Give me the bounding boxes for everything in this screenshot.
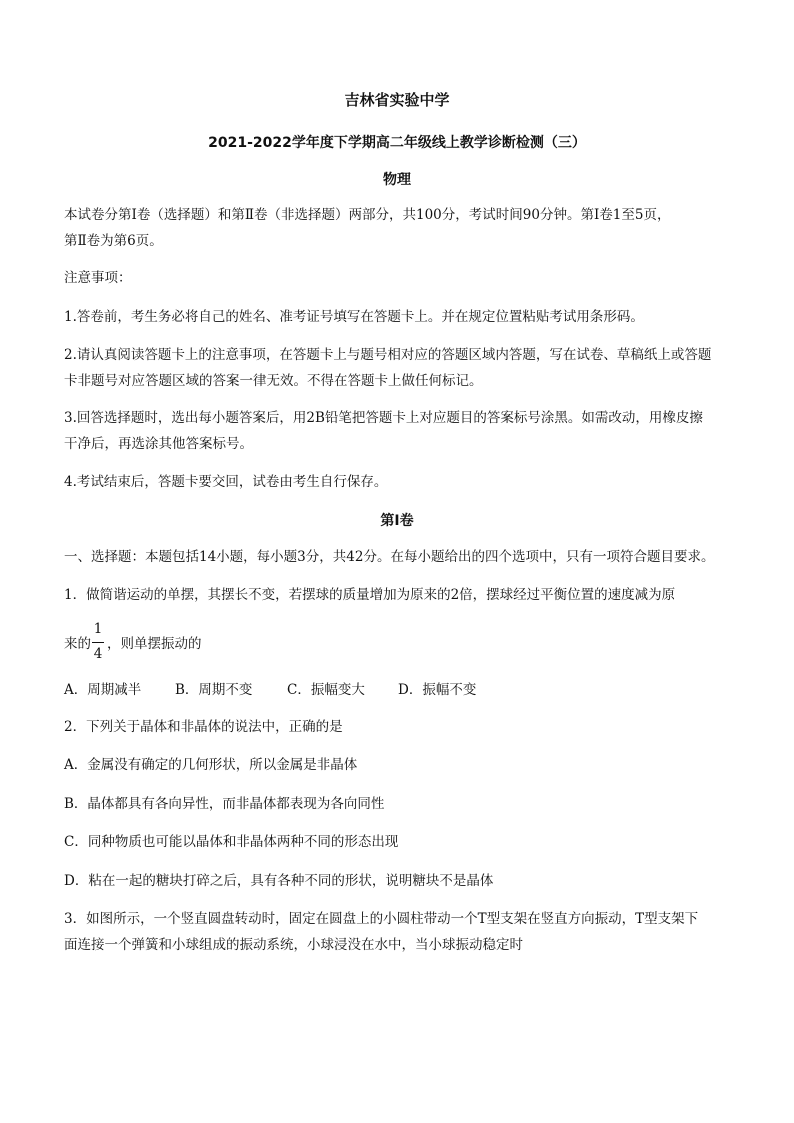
question-1-stem-line-1: 1．做简谐运动的单摆，其摆长不变，若摆球的质量增加为原来的2倍，摆球经过平衡位置的速度减为原 [64,587,676,603]
question-2-option-b: B．晶体都具有各向异性，而非晶体都表现为各向同性 [64,796,385,812]
question-2-option-d: D．粘在一起的糖块打碎之后，具有各种不同的形状，说明糖块不是晶体 [64,873,494,889]
fraction-numerator: 1 [93,621,103,637]
intro-line-2: 第Ⅱ卷为第6页。 [64,233,163,249]
question-1-option-d: D．振幅不变 [398,682,477,698]
question-2-option-a: A．金属没有确定的几何形状，所以金属是非晶体 [64,757,358,773]
question-1-option-b: B．周期不变 [175,682,253,698]
notice-item-1: 1.答卷前，考生务必将自己的姓名、准考证号填写在答题卡上。并在规定位置粘贴考试用条形码。 [64,309,644,325]
question-1-stem-prefix: 来的 [64,636,91,652]
intro-line-1: 本试卷分第Ⅰ卷（选择题）和第Ⅱ卷（非选择题）两部分，共100分，考试时间90分钟。第Ⅰ卷1至5页， [64,207,671,223]
notice-item-3-line-1: 3.回答选择题时，选出每小题答案后，用2B铅笔把答题卡上对应题目的答案标号涂黑。如需改动，用橡皮擦 [64,410,703,426]
question-1-option-a: A．周期减半 [64,682,142,698]
exam-title: 2021-2022学年度下学期高二年级线上教学诊断检测（三） [208,135,586,151]
question-1-option-c: C．振幅变大 [287,682,365,698]
question-2-stem: 2．下列关于晶体和非晶体的说法中，正确的是 [64,719,343,735]
section-title: 第Ⅰ卷 [380,513,414,529]
notice-item-2-line-2: 卡非题号对应答题区域的答案一律无效。不得在答题卡上做任何标记。 [64,373,483,389]
notice-heading: 注意事项： [64,270,132,286]
fraction-denominator: 4 [93,646,103,662]
fraction-bar [92,642,104,643]
section-instruction: 一、选择题：本题包括14小题，每小题3分，共42分。在每小题给出的四个选项中，只有一项符合题目要求。 [64,549,715,565]
question-2-option-c: C．同种物质也可能以晶体和非晶体两种不同的形态出现 [64,834,399,850]
subject-title: 物理 [383,172,411,188]
question-3-stem-line-2: 面连接一个弹簧和小球组成的振动系统，小球浸没在水中，当小球振动稳定时 [64,937,523,953]
question-3-stem-line-1: 3．如图所示，一个竖直圆盘转动时，固定在圆盘上的小圆柱带动一个T型支架在竖直方向振动，T型支架下 [64,911,699,927]
one-quarter-fraction [91,620,105,666]
notice-item-3-line-2: 干净后，再选涂其他答案标号。 [64,436,253,452]
notice-item-4: 4.考试结束后，答题卡要交回，试卷由考生自行保存。 [64,474,388,490]
question-1-stem-suffix: ，则单摆振动的 [107,636,202,652]
school-title: 吉林省实验中学 [344,91,450,109]
notice-item-2-line-1: 2.请认真阅读答题卡上的注意事项，在答题卡上与题号相对应的答题区域内答题，写在试卷、草稿纸上或答题 [64,347,712,363]
